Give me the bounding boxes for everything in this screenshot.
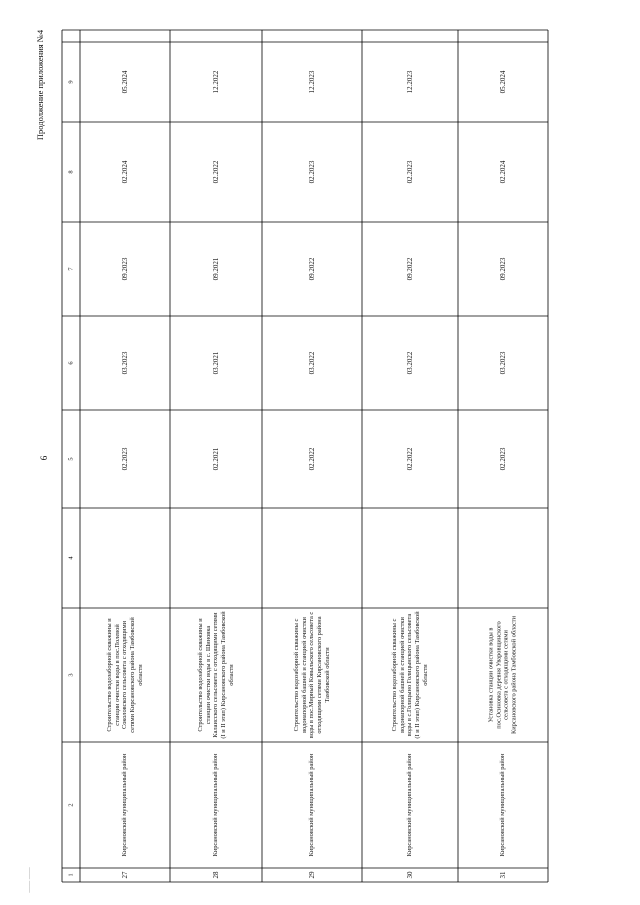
- col-header-1: 1: [67, 873, 75, 877]
- col-header-9: 9: [67, 80, 75, 84]
- object-cell: Установка станции очистки воды в пос.Осиновка деревня Уваровщинского сельсовета с отходящими сетями Кирсановского района Тамбовской области: [487, 615, 518, 735]
- date-cell: 09.2022: [308, 257, 316, 281]
- date-cell: 02.2023: [499, 447, 507, 471]
- date-cell: 02.2022: [212, 160, 220, 184]
- col-header-8: 8: [67, 170, 75, 174]
- col-header-2: 2: [67, 803, 75, 807]
- col-header-5: 5: [67, 457, 75, 461]
- date-cell: 05.2024: [121, 70, 129, 94]
- date-cell: 02.2023: [121, 447, 129, 471]
- date-cell: 12.2023: [406, 70, 414, 94]
- object-cell: Строительство водозаборной скважины с водонапорной башней и станцией очистки воды в пос.Мирный Ковыльского сельсовета с отходящими сетями Кирсановского района Тамбовской области: [292, 611, 331, 739]
- date-cell: 03.2022: [308, 351, 316, 375]
- date-cell: 05.2024: [499, 70, 507, 94]
- object-cell: Строительство водозаборной скважины и станции очистки воды в с. Шиновка Калаисского сельсовета с отходящими сетями (I и II этап) Кирсановского района Тамбовской области: [196, 611, 235, 739]
- date-cell: 09.2022: [406, 257, 414, 281]
- appendix-label: Продолжение приложения №4: [35, 29, 45, 141]
- date-cell: 02.2023: [308, 160, 316, 184]
- date-cell: 02.2023: [406, 160, 414, 184]
- date-cell: 03.2022: [406, 351, 414, 375]
- side-note: —— ——: [27, 867, 33, 893]
- date-cell: 09.2023: [499, 257, 507, 281]
- object-cell: Строительство водозаборной скважины и станции очистки воды в пос.Полевой Соколовского сельсовета с отходящими сетями Кирсановского района Тамбовской области: [105, 617, 144, 733]
- date-cell: 12.2022: [212, 70, 220, 94]
- row-number: 29: [308, 871, 316, 879]
- date-cell: 03.2023: [121, 351, 129, 375]
- date-cell: 03.2021: [212, 351, 220, 375]
- col-header-7: 7: [67, 267, 75, 271]
- district-cell: Кирсановский муниципальный район: [499, 753, 507, 857]
- date-cell: 02.2024: [121, 160, 129, 184]
- date-cell: 02.2024: [499, 160, 507, 184]
- col-header-3: 3: [67, 673, 75, 677]
- row-number: 31: [499, 871, 507, 879]
- object-cell: Строительство водозаборной скважины с водонапорной башней и станцией очистки воды в с.Голицыно Голицынского сельсовета (I и II этап) Кирсановского района Тамбовской области: [390, 611, 429, 739]
- row-number: 28: [212, 871, 220, 879]
- col-header-4: 4: [67, 556, 75, 560]
- col-header-6: 6: [67, 361, 75, 365]
- date-cell: 09.2021: [212, 257, 220, 281]
- date-cell: 09.2023: [121, 257, 129, 281]
- district-cell: Кирсановский муниципальный район: [308, 753, 316, 857]
- date-cell: 02.2022: [406, 447, 414, 471]
- date-cell: 02.2021: [212, 447, 220, 471]
- row-number: 30: [406, 871, 414, 879]
- district-cell: Кирсановский муниципальный район: [121, 753, 129, 857]
- date-cell: 03.2023: [499, 351, 507, 375]
- district-cell: Кирсановский муниципальный район: [212, 753, 220, 857]
- district-cell: Кирсановский муниципальный район: [406, 753, 414, 857]
- date-cell: 12.2023: [308, 70, 316, 94]
- row-number: 27: [121, 871, 129, 879]
- page-number: 6: [39, 455, 49, 461]
- date-cell: 02.2022: [308, 447, 316, 471]
